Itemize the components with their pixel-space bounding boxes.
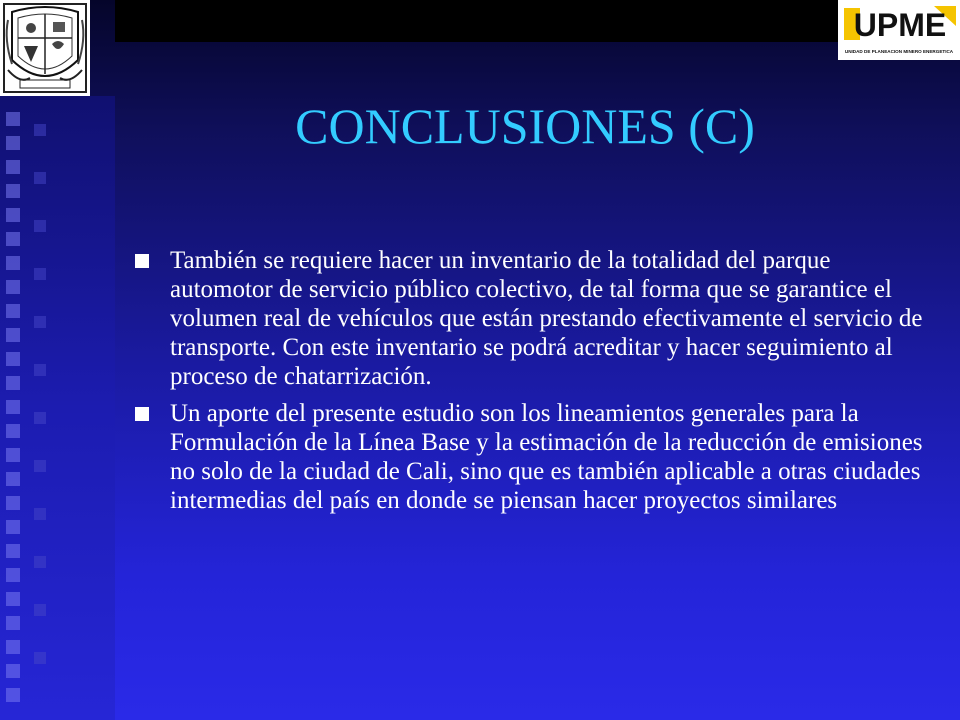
top-dark-bar: [115, 0, 960, 42]
list-item: [130, 246, 930, 391]
upme-logo-text: UPME: [853, 7, 947, 43]
square-bullet-icon: [135, 254, 149, 268]
square-bullet-icon: [135, 407, 149, 421]
bullet-text: Un aporte del presente estudio son los lineamientos generales para la Formulación de la Línea Base y la estimación de la reducción de emisiones no solo de la ciudad de Cali, sino que es también aplicable a otras ciudades intermedias del país en donde se piensan hacer proyectos similares: [170, 400, 923, 514]
university-seal-logo: [0, 0, 90, 96]
slide-title: CONCLUSIONES (C): [295, 98, 755, 154]
university-seal-icon: [0, 0, 90, 96]
list-item: [130, 399, 930, 515]
upme-logo: [838, 0, 960, 60]
bullet-list: [130, 246, 930, 523]
bullet-text: También se requiere hacer un inventario de la totalidad del parque automotor de servicio público colectivo, de tal forma que se garantice el volumen real de vehículos que están prestando efectivamente el servicio de transporte. Con este inventario se podrá acreditar y hacer seguimiento al proceso de chatarrización.: [170, 247, 923, 390]
upme-logo-tagline: UNIDAD DE PLANEACION MINERO ENERGETICA: [844, 49, 954, 54]
left-square-pattern: [6, 112, 28, 712]
left-square-pattern-2: [34, 112, 56, 712]
